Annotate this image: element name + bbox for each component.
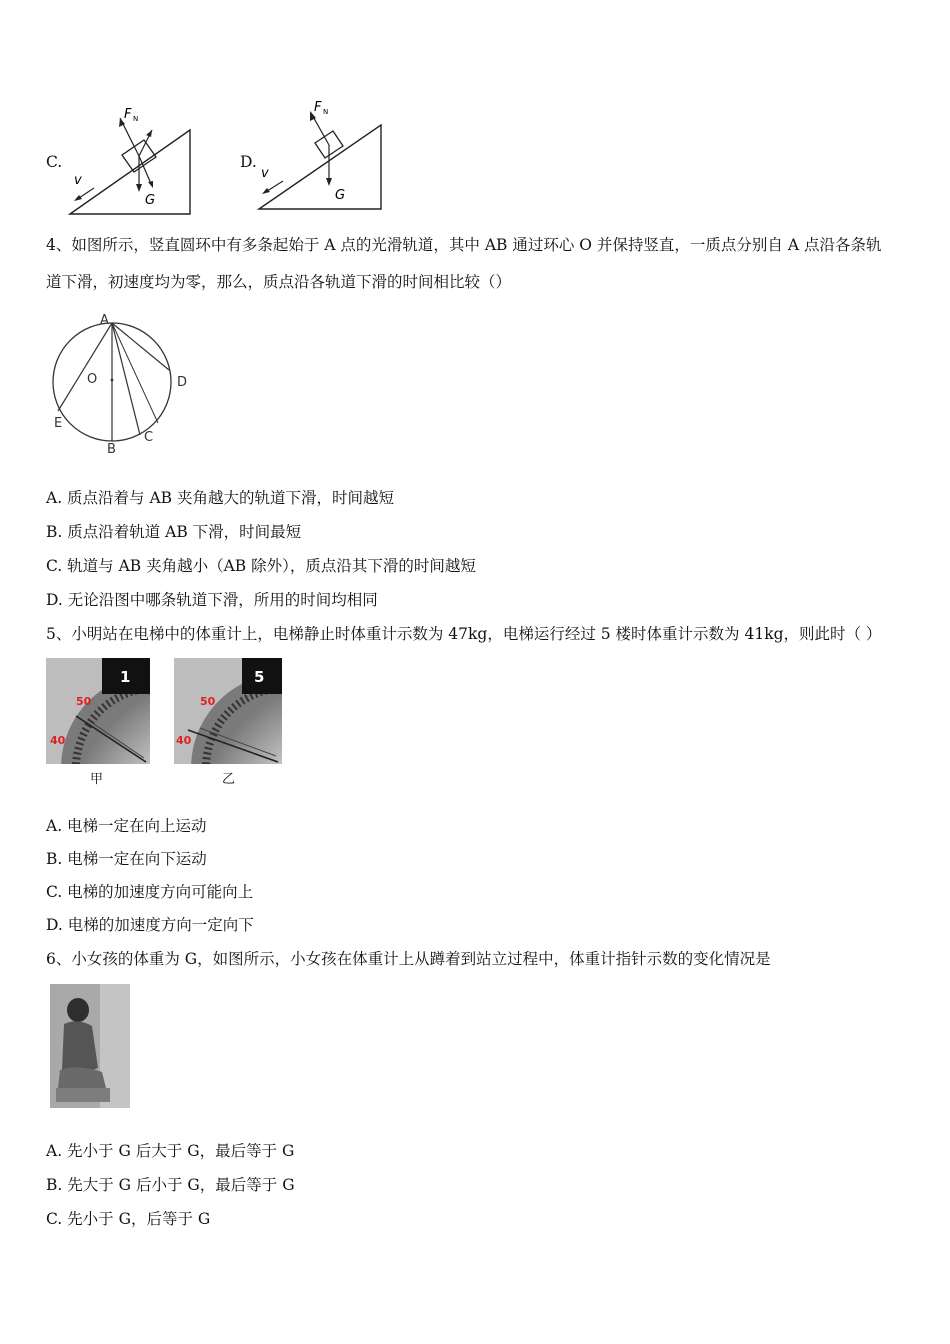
scale-mark-50-2: 50 [200,695,216,708]
q6-option-c: C. 先小于 G，后等于 G [46,1210,211,1228]
g-label-d: G [335,188,346,203]
q5-option-c: C. 电梯的加速度方向可能向上 [46,883,254,901]
scale-mark-40-2: 40 [176,734,192,747]
point-c-label: C [144,430,154,445]
point-b-label: B [107,442,116,457]
girl-on-scale-photo [50,984,130,1108]
q6-option-a: A. 先小于 G 后大于 G，最后等于 G [46,1142,295,1160]
incline-diagram-d [255,95,390,215]
option-c-label: C. [46,153,63,171]
q4-stem-line1: 4、如图所示，竖直圆环中有多条起始于 A 点的光滑轨道，其中 AB 通过环心 O 并保持竖直，一质点分别自 A 点沿各条轨 [46,236,882,254]
q4-option-a: A. 质点沿着与 AB 夹角越大的轨道下滑，时间越短 [46,489,394,507]
point-d-label: D [177,375,188,390]
point-e-label: E [54,416,63,431]
scale-mark-50-1: 50 [76,695,92,708]
scale-mark-40-1: 40 [50,734,66,747]
option-d-label: D. [240,153,257,171]
v-label-d: v [261,166,269,181]
fn-label-d: F [314,100,322,115]
fn-sub-c: N [133,115,139,123]
v-label-c: v [74,173,82,188]
q5-option-d: D. 电梯的加速度方向一定向下 [46,916,254,934]
q5-stem-line1: 5、小明站在电梯中的体重计上，电梯静止时体重计示数为 47kg，电梯运行经过 5 楼时体重计示数为 41kg，则此时（ ） [46,625,882,643]
photo-caption-2: 乙 [222,772,236,787]
q6-stem-line1: 6、小女孩的体重为 G，如图所示，小女孩在体重计上从蹲着到站立过程中，体重计指针示数的变化情况是 [46,950,771,968]
floor-indicator-1: 1 [120,668,131,686]
q4-option-c: C. 轨道与 AB 夹角越小（AB 除外），质点沿其下滑的时间越短 [46,557,476,575]
photo-caption-1: 甲 [90,772,104,787]
scale-photo-2 [174,658,282,764]
incline-diagram-c [64,100,199,220]
q4-option-b: B. 质点沿着轨道 AB 下滑，时间最短 [46,523,302,541]
q5-option-b: B. 电梯一定在向下运动 [46,850,207,868]
circle-track-diagram [46,308,206,460]
fn-label-c: F [124,107,132,122]
g-label-c: G [145,193,156,208]
q4-stem-line2: 道下滑，初速度均为零，那么，质点沿各轨道下滑的时间相比较（） [46,273,512,291]
floor-indicator-2: 5 [254,668,265,686]
q5-option-a: A. 电梯一定在向上运动 [46,817,207,835]
point-o-label: O [87,372,98,387]
fn-sub-d: N [323,108,329,116]
q4-option-d: D. 无论沿图中哪条轨道下滑，所用的时间均相同 [46,591,378,609]
q6-option-b: B. 先大于 G 后小于 G，最后等于 G [46,1176,295,1194]
scale-photo-1 [46,658,150,764]
point-a-label: A [100,313,109,328]
